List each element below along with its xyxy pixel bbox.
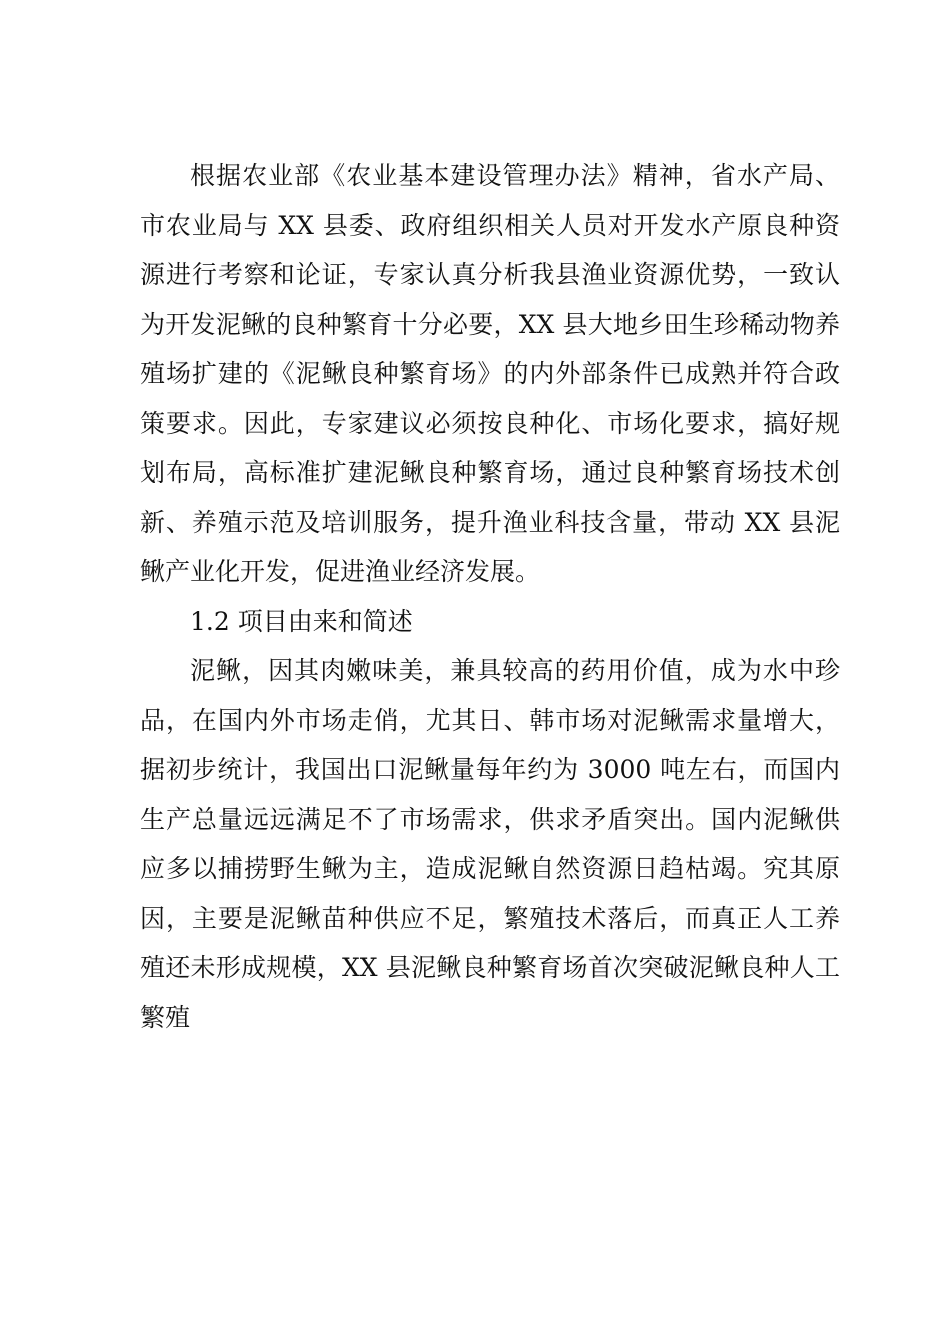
paragraph-2-line-7: 殖还未形成规模，XX 县泥鳅良种繁育场首次突破泥鳅良种人工 (140, 953, 840, 982)
document-body (140, 151, 840, 1042)
paragraph-1-line-3: 源进行考察和论证，专家认真分析我县渔业资源优势，一致认 (140, 260, 840, 289)
section-heading: 1.2 项目由来和简述 (190, 606, 413, 636)
paragraph-1-line-8: 新、养殖示范及培训服务，提升渔业科技含量，带动 XX 县泥 (140, 507, 840, 537)
paragraph-1-line-6: 策要求。因此，专家建议必须按良种化、市场化要求，搞好规 (140, 408, 840, 438)
paragraph-2-line-1: 泥鳅，因其肉嫩味美，兼具较高的药用价值，成为水中珍 (190, 656, 840, 685)
paragraph-2-line-8: 繁殖 (140, 1002, 191, 1032)
paragraph-2-line-5: 应多以捕捞野生鳅为主，造成泥鳅自然资源日趋枯竭。究其原 (140, 854, 840, 883)
paragraph-1-line-9: 鳅产业化开发，促进渔业经济发展。 (140, 557, 541, 586)
paragraph-1-line-1: 根据农业部《农业基本建设管理办法》精神，省水产局、 (190, 161, 840, 190)
paragraph-2-line-6: 因，主要是泥鳅苗种供应不足，繁殖技术落后，而真正人工养 (140, 903, 840, 933)
paragraph-1-line-7: 划布局，高标准扩建泥鳅良种繁育场，通过良种繁育场技术创 (140, 458, 840, 487)
paragraph-1-line-2: 市农业局与 XX 县委、政府组织相关人员对开发水产原良种资 (140, 210, 840, 240)
paragraph-1-line-4: 为开发泥鳅的良种繁育十分必要，XX 县大地乡田生珍稀动物养 (140, 309, 840, 339)
paragraph-2-line-4: 生产总量远远满足不了市场需求，供求矛盾突出。国内泥鳅供 (140, 804, 840, 834)
paragraph-2-line-2: 品，在国内外市场走俏，尤其日、韩市场对泥鳅需求量增大， (140, 705, 840, 735)
paragraph-1-line-5: 殖场扩建的《泥鳅良种繁育场》的内外部条件已成熟并符合政 (140, 359, 840, 388)
paragraph-2-line-3: 据初步统计，我国出口泥鳅量每年约为 3000 吨左右，而国内 (140, 755, 840, 784)
